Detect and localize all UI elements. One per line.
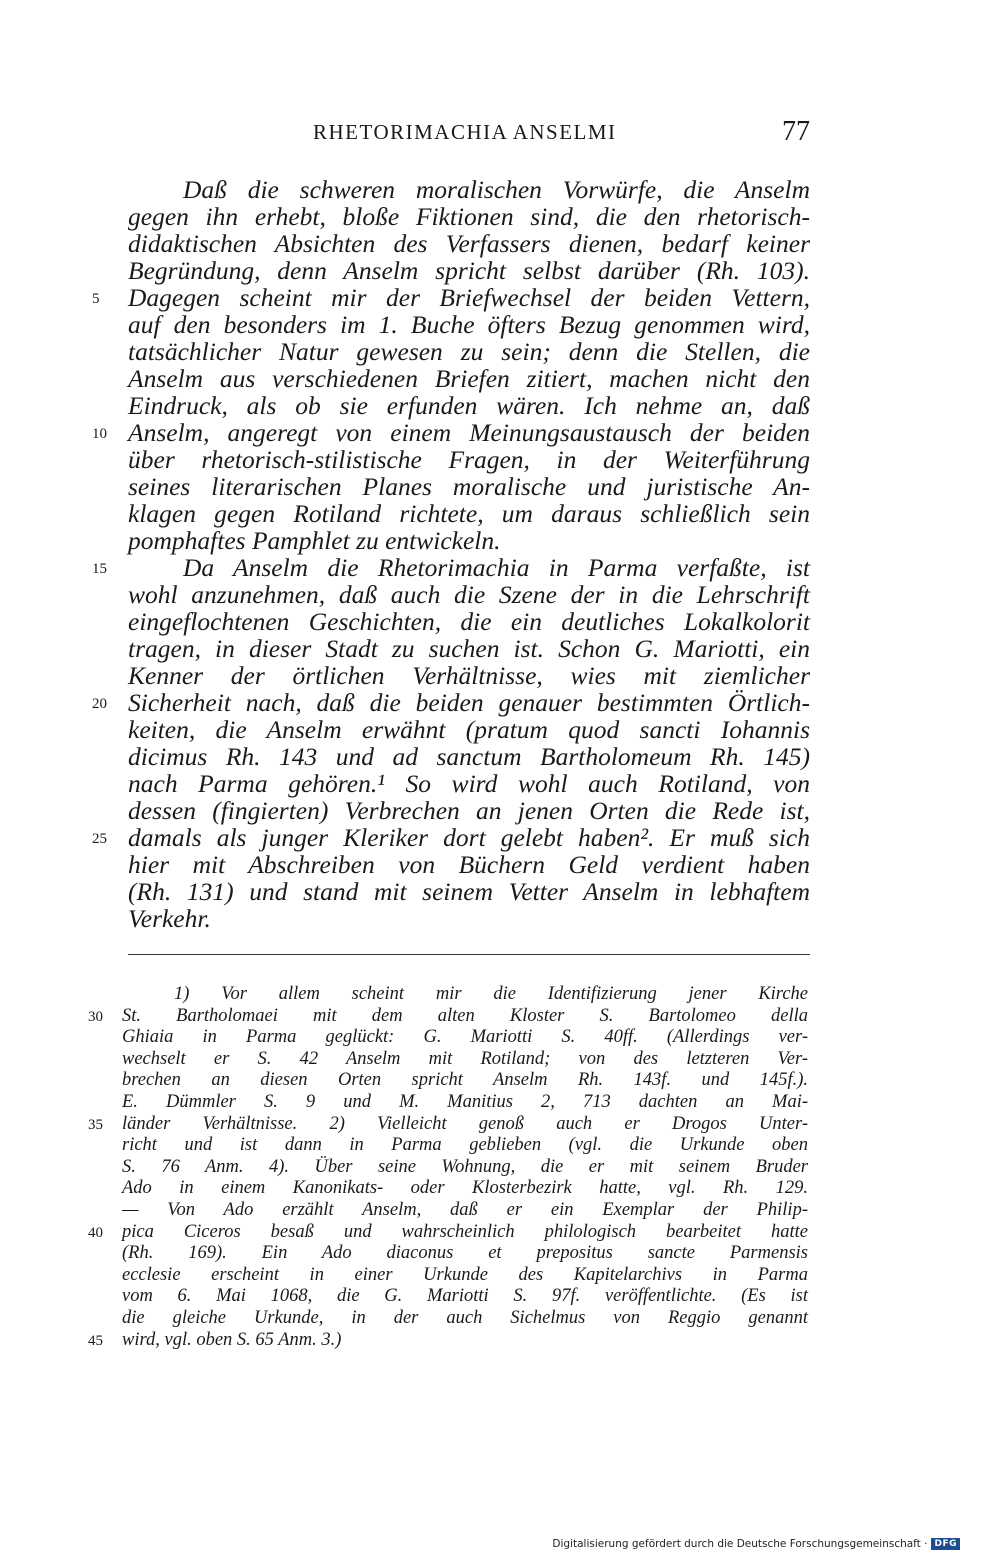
footnote-line: — Von Ado erzählt Anselm, daß er ein Exemplar der Philip- xyxy=(122,1199,808,1220)
footnote-line: brechen an diesen Orten spricht Anselm Rh. 143f. und 145f.). xyxy=(122,1070,808,1091)
line-number: 5 xyxy=(92,291,100,307)
text-line: dicimus Rh. 143 und ad sanctum Bartholomeum Rh. 145) xyxy=(128,742,810,771)
footnote-line-content: St. Bartholomaei mit dem alten Kloster S. Bartolomeo della xyxy=(122,1005,808,1026)
line-number: 35 xyxy=(88,1116,103,1133)
footnote-line-content: pica Ciceros besaß und wahrscheinlich philologisch bearbeitet hatte xyxy=(122,1221,808,1242)
text-line: (Rh. 131) und stand mit seinem Vetter Anselm in lebhaftem xyxy=(128,877,810,906)
footnote-line: E. Dümmler S. 9 und M. Manitius 2, 713 dachten an Mai- xyxy=(122,1091,808,1112)
text-line: auf den besonders im 1. Buche öfters Bezug genommen wird, xyxy=(128,310,810,339)
main-text-block xyxy=(92,175,810,933)
line-number: 40 xyxy=(88,1224,103,1241)
text-line-content: damals als junger Kleriker dort gelebt haben². Er muß sich xyxy=(128,823,810,852)
footnote-line: die gleiche Urkunde, in der auch Sichelmus von Reggio genannt xyxy=(122,1307,808,1328)
text-line-content: Da Anselm die Rhetorimachia in Parma verfaßte, ist xyxy=(183,553,810,582)
text-line xyxy=(92,553,810,582)
text-line: pomphaftes Pamphlet zu entwickeln. xyxy=(128,526,501,555)
text-line: wohl anzunehmen, daß auch die Szene der in die Lehrschrift xyxy=(128,580,810,609)
text-line: hier mit Abschreiben von Büchern Geld verdient haben xyxy=(128,850,810,879)
footnote-line-content: wird, vgl. oben S. 65 Anm. 3.) xyxy=(122,1329,342,1350)
line-number: 10 xyxy=(92,426,107,442)
footnote-line: Ghiaia in Parma geglückt: G. Mariotti S. 40ff. (Allerdings ver- xyxy=(122,1027,808,1048)
line-number: 45 xyxy=(88,1332,103,1349)
text-line: dessen (fingierten) Verbrechen an jenen Orten die Rede ist, xyxy=(128,796,810,825)
footnote-line: (Rh. 169). Ein Ado diaconus et prepositus sancte Parmensis xyxy=(122,1243,808,1264)
text-line: gegen ihn erhebt, bloße Fiktionen sind, die den rhetorisch- xyxy=(128,202,810,231)
text-line: nach Parma gehören.¹ So wird wohl auch Rotiland, von xyxy=(128,769,810,798)
text-line: Eindruck, als ob sie erfunden wären. Ich nehme an, daß xyxy=(128,391,810,420)
digitization-credit xyxy=(552,1538,960,1550)
footnote-line: richt und ist dann in Parma geblieben (vgl. die Urkunde oben xyxy=(122,1135,808,1156)
footnote-divider xyxy=(128,954,810,955)
text-line: Anselm aus verschiedenen Briefen zitiert, machen nicht den xyxy=(128,364,810,393)
text-line: tatsächlicher Natur gewesen zu sein; denn die Stellen, die xyxy=(128,337,810,366)
text-line: Begründung, denn Anselm spricht selbst darüber (Rh. 103). xyxy=(128,256,810,285)
text-line-content: Sicherheit nach, daß die beiden genauer bestimmten Örtlich- xyxy=(128,688,810,717)
footnote-line xyxy=(88,1113,808,1136)
line-number: 30 xyxy=(88,1008,103,1025)
text-line: tragen, in dieser Stadt zu suchen ist. Schon G. Mariotti, ein xyxy=(128,634,810,663)
text-line xyxy=(92,823,810,852)
footnote-line xyxy=(88,1005,808,1028)
text-line: Daß die schweren moralischen Vorwürfe, die Anselm xyxy=(183,175,810,204)
page-header xyxy=(128,116,810,160)
page-number: 77 xyxy=(782,116,810,147)
text-line: klagen gegen Rotiland richtete, um daraus schließlich sein xyxy=(128,499,810,528)
footnote-line: vom 6. Mai 1068, die G. Mariotti S. 97f. veröffentlichte. (Es ist xyxy=(122,1286,808,1307)
footnote-line: S. 76 Anm. 4). Über seine Wohnung, die er mit seinem Bruder xyxy=(122,1156,808,1177)
text-line: über rhetorisch-stilistische Fragen, in der Weiterführung xyxy=(128,445,810,474)
footnote-line: ecclesie erscheint in einer Urkunde des Kapitelarchivs in Parma xyxy=(122,1264,808,1285)
text-line: seines literarischen Planes moralische und juristische An- xyxy=(128,472,810,501)
text-line xyxy=(92,688,810,717)
footnote-line xyxy=(88,1329,808,1352)
text-line-content: Dagegen scheint mir der Briefwechsel der beiden Vettern, xyxy=(128,283,810,312)
footnote-line xyxy=(88,1221,808,1244)
text-line-content: Anselm, angeregt von einem Meinungsaustausch der beiden xyxy=(128,418,810,447)
text-line: Kenner der örtlichen Verhältnisse, wies mit ziemlicher xyxy=(128,661,810,690)
footnote-line: 1) Vor allem scheint mir die Identifizierung jener Kirche xyxy=(174,984,808,1004)
text-line: keiten, die Anselm erwähnt (pratum quod sancti Iohannis xyxy=(128,715,810,744)
footnote-line: wechselt er S. 42 Anselm mit Rotiland; von des letzteren Ver- xyxy=(122,1048,808,1069)
text-line: eingeflochtenen Geschichten, die ein deutliches Lokalkolorit xyxy=(128,607,810,636)
text-line xyxy=(92,283,810,312)
text-line: Verkehr. xyxy=(128,904,211,933)
line-number: 15 xyxy=(92,561,107,577)
line-number: 25 xyxy=(92,831,107,847)
running-title: RHETORIMACHIA ANSELMI xyxy=(313,120,617,144)
dfg-logo-icon: DFG xyxy=(931,1538,960,1550)
footnote-line-content: länder Verhältnisse. 2) Vielleicht genoß auch er Drogos Unter- xyxy=(122,1113,808,1134)
line-number: 20 xyxy=(92,696,107,712)
text-line: didaktischen Absichten des Verfassers dienen, bedarf keiner xyxy=(128,229,810,258)
footnotes-block xyxy=(88,984,808,1351)
credit-text: Digitalisierung gefördert durch die Deutsche Forschungsgemeinschaft · xyxy=(552,1538,928,1550)
text-line xyxy=(92,418,810,447)
footnote-line: Ado in einem Kanonikats- oder Klosterbezirk hatte, vgl. Rh. 129. xyxy=(122,1178,808,1199)
